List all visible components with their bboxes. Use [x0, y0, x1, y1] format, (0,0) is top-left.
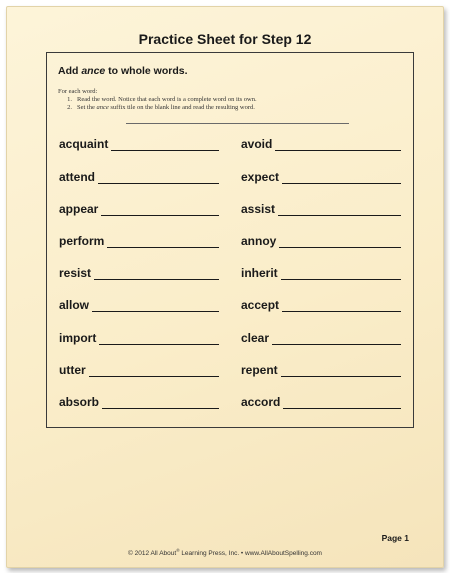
- blank-line: [94, 267, 219, 280]
- exercise-heading: [58, 65, 188, 77]
- blank-line: [283, 396, 401, 409]
- blank-line: [278, 203, 401, 216]
- word-row: [59, 264, 219, 280]
- word-row: [241, 264, 401, 280]
- step-text-em: ance: [96, 104, 109, 112]
- word-label: assist: [241, 202, 276, 216]
- blank-line: [111, 138, 219, 151]
- word-label: perform: [59, 234, 105, 248]
- word-row: [241, 393, 401, 409]
- word-label: appear: [59, 202, 99, 216]
- practice-sheet: [6, 6, 444, 568]
- word-row: [59, 200, 219, 216]
- heading-prefix: Add: [58, 65, 82, 77]
- word-label: import: [59, 331, 97, 345]
- blank-line: [281, 267, 401, 280]
- word-row: [241, 232, 401, 248]
- word-row: [241, 135, 401, 151]
- word-row: [59, 232, 219, 248]
- word-label: acquaint: [59, 137, 109, 151]
- blank-line: [98, 171, 219, 184]
- separator-line: [126, 123, 349, 124]
- step-number: 1.: [67, 96, 72, 104]
- copyright-footer: [7, 548, 443, 557]
- blank-line: [99, 332, 219, 345]
- blank-line: [89, 364, 219, 377]
- blank-line: [279, 235, 401, 248]
- instructions-intro: For each word:: [58, 88, 98, 95]
- word-label: accord: [241, 395, 281, 409]
- step-text: Read the word. Notice that each word is a complete word on its own.: [77, 96, 257, 104]
- registered-mark: ®: [176, 548, 180, 553]
- word-row: [241, 200, 401, 216]
- word-label: avoid: [241, 137, 273, 151]
- copyright-pre: © 2012 All About: [128, 550, 177, 558]
- blank-line: [107, 235, 219, 248]
- word-row: [241, 329, 401, 345]
- word-row: [59, 296, 219, 312]
- word-row: [59, 168, 219, 184]
- page-title: Practice Sheet for Step 12: [138, 31, 312, 47]
- word-row: [59, 135, 219, 151]
- word-row: [59, 329, 219, 345]
- word-row: [241, 168, 401, 184]
- blank-line: [282, 299, 401, 312]
- step-text-post: suffix tile on the blank line and read the resulting word.: [108, 104, 255, 112]
- word-label: annoy: [241, 234, 277, 248]
- exercise-box: [46, 52, 414, 428]
- word-label: absorb: [59, 395, 100, 409]
- word-label: repent: [241, 363, 278, 377]
- word-label: clear: [241, 331, 270, 345]
- heading-rest: to whole words.: [105, 65, 188, 77]
- heading-suffix-word: ance: [81, 65, 106, 77]
- step-text-pre: Set the: [77, 104, 97, 112]
- word-row: [241, 361, 401, 377]
- instruction-step: [58, 96, 257, 104]
- word-row: [59, 361, 219, 377]
- word-label: allow: [59, 298, 90, 312]
- step-number: 2.: [67, 104, 72, 112]
- instructions: [58, 88, 257, 113]
- blank-line: [281, 364, 401, 377]
- word-row: [59, 393, 219, 409]
- word-row: [241, 296, 401, 312]
- blank-line: [102, 396, 219, 409]
- blank-line: [101, 203, 219, 216]
- word-label: attend: [59, 170, 95, 184]
- instruction-step: [58, 104, 257, 112]
- copyright-post: Learning Press, Inc. • www.AllAboutSpelling.com: [179, 550, 322, 558]
- blank-line: [272, 332, 401, 345]
- word-label: utter: [59, 363, 86, 377]
- blank-line: [282, 171, 401, 184]
- word-label: resist: [59, 266, 92, 280]
- word-label: expect: [241, 170, 280, 184]
- page-number: Page 1: [381, 533, 409, 543]
- blank-line: [92, 299, 219, 312]
- word-label: inherit: [241, 266, 278, 280]
- blank-line: [275, 138, 401, 151]
- word-label: accept: [241, 298, 280, 312]
